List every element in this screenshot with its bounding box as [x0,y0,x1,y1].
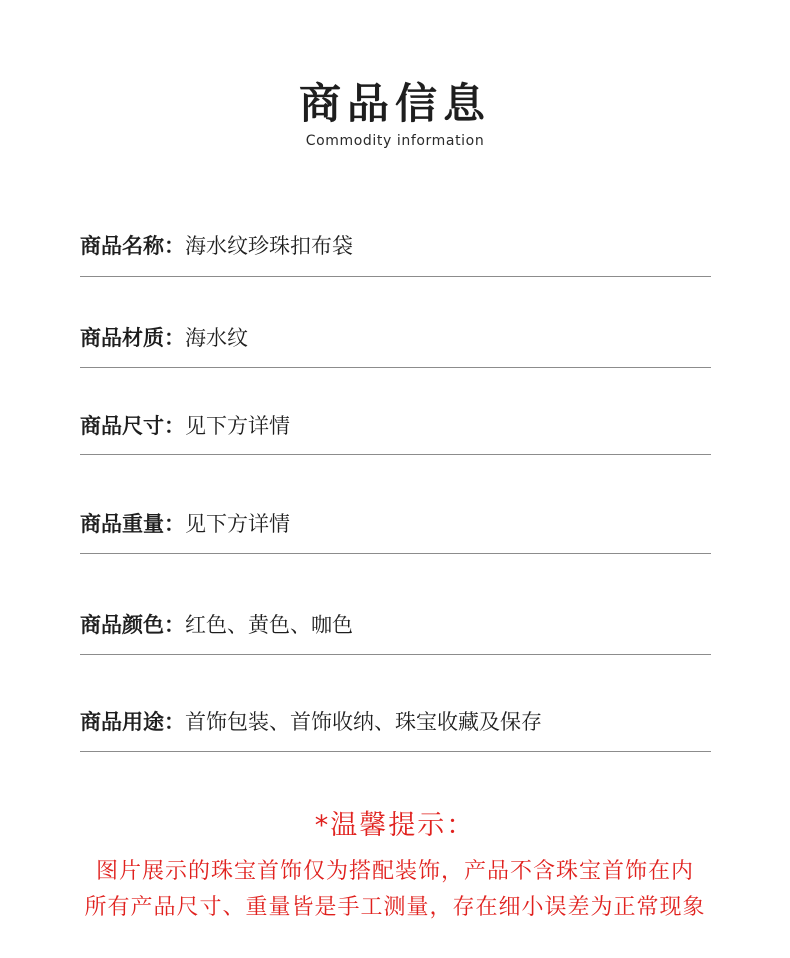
divider [80,367,711,368]
info-row-color [80,611,711,639]
info-label: 商品尺寸： [80,414,185,438]
info-value: 见下方详情 [185,512,290,536]
info-label: 商品用途： [80,710,185,734]
info-label: 商品颜色： [80,613,185,637]
info-value: 海水纹 [185,326,248,350]
info-value: 见下方详情 [185,414,290,438]
notice-line-2: 所有产品尺寸、重量皆是手工测量，存在细小误差为正常现象 [84,895,706,920]
page-title: 商品信息 [298,79,491,128]
divider [80,454,711,455]
info-row-weight [80,510,711,538]
info-label: 商品名称： [80,234,185,258]
info-value: 首饰包装、首饰收纳、珠宝收藏及保存 [185,710,542,734]
page-subtitle: Commodity information [305,133,485,149]
divider [80,654,711,655]
info-label: 商品重量： [80,512,185,536]
info-row-usage [80,708,711,736]
divider [80,276,711,277]
info-row-material [80,324,711,352]
divider [80,751,711,752]
info-value: 红色、黄色、咖色 [185,613,353,637]
info-row-name [80,232,711,260]
info-value: 海水纹珍珠扣布袋 [185,234,353,258]
info-label: 商品材质： [80,326,185,350]
divider [80,553,711,554]
notice-title: *温馨提示： [314,810,476,841]
notice-line-1: 图片展示的珠宝首饰仅为搭配装饰，产品不含珠宝首饰在内 [95,859,694,884]
info-row-size [80,412,711,440]
